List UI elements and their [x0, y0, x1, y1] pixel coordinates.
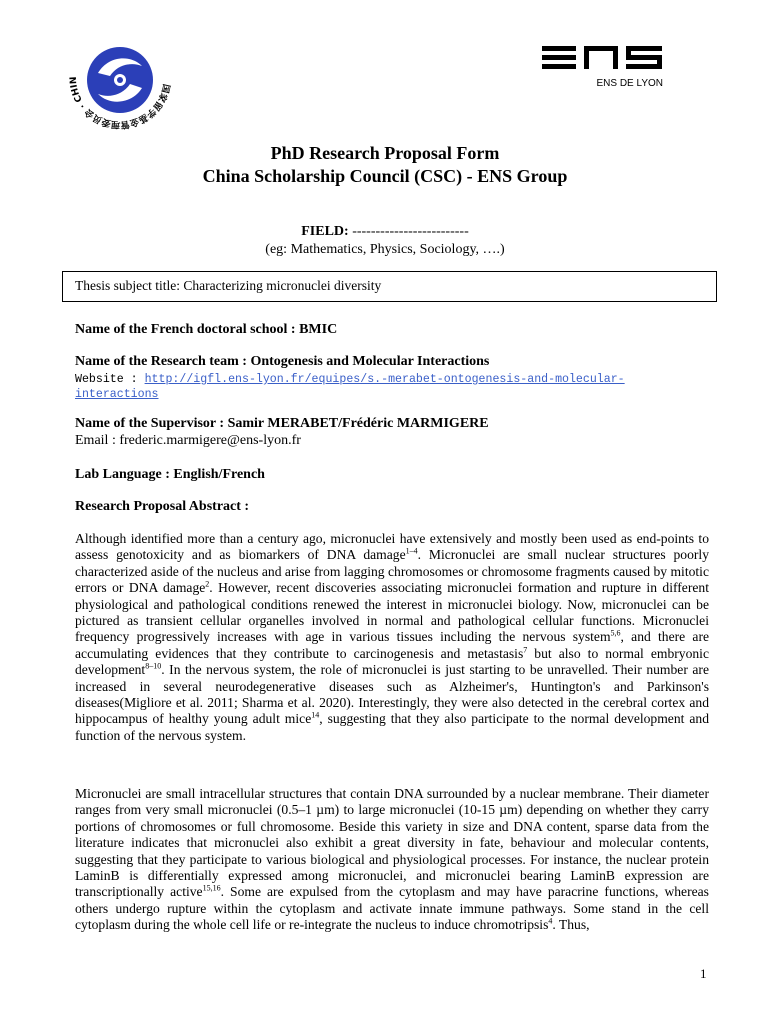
- citation: 4: [548, 916, 553, 926]
- abstract-text: . However, recent discoveries associating micronuclei formation and rupture in different physiological and pathological conditions renewed the interest in micronuclei biology. Now, micronuclei can be pictured as transient cellular organelles involved in normal and pathological cellular functions. Micronuclei frequency progressively increases with age in various tissues including the nervous system: [75, 580, 709, 645]
- research-team: [75, 353, 715, 402]
- abstract-heading: Research Proposal Abstract :: [75, 499, 250, 514]
- abstract-text: but also to normal embryonic development: [75, 645, 709, 678]
- ens-logo: [540, 44, 665, 89]
- research-team-label: Name of the Research team :: [75, 354, 251, 369]
- research-team-value: Ontogenesis and Molecular Interactions: [250, 354, 490, 369]
- doctoral-school-value: BMIC: [299, 322, 338, 337]
- citation: 15,16: [202, 883, 221, 893]
- abstract-text: Micronuclei are small intracellular structures that contain DNA surrounded by a nuclear membrane. Their diameter ranges from very small micronuclei (0.5–1 µm) to large micronuclei (10-15 µm) depending on whether they carry portions of chromosomes or full chromosome. Beside this variety in size and DNA content, sparse data from the literature indicates that micronuclei also exhibit a great diversity in fate, behaviour and molecular contents, suggesting that they participate to various biological and physiological processes. For instance, the nuclear protein LaminB is differentially expressed among micronuclei, and micronuclei bearing LaminB expression are transcriptionally active: [75, 786, 709, 900]
- website-link-cont[interactable]: interactions: [75, 388, 159, 401]
- citation: 2: [205, 579, 210, 589]
- website-link[interactable]: http://igfl.ens-lyon.fr/equipes/s.-merabet-ontogenesis-and-molecular-: [144, 373, 625, 386]
- page-number: 1: [700, 966, 707, 981]
- citation: 7: [523, 645, 528, 655]
- email-label: Email: [75, 433, 109, 448]
- thesis-title: Thesis subject title: Characterizing micronuclei diversity: [75, 278, 382, 293]
- citation: 5,6: [610, 628, 621, 638]
- abstract-text: . Thus,: [552, 917, 590, 933]
- page-subtitle: China Scholarship Council (CSC) - ENS Group: [202, 166, 568, 186]
- thesis-title-box: [62, 271, 717, 302]
- lab-language: [75, 466, 715, 483]
- abstract-text: . In the nervous system, the role of micronuclei is just starting to be unravelled. Their number are increased in several neurodegenerative diseases such as Alzheimer's, Huntington's and Parkinson's diseases(Migliore et al. 2011; Sharma et al. 2020). Interestingly, they were also detected in the cerebral cortex and hippocampus of healthy young adult mice: [75, 662, 709, 727]
- lab-language-label: Lab Language :: [75, 467, 174, 482]
- abstract-text: . Micronuclei are small nuclear structures poorly characterized aside of the nucleus and arise from lagging chromosomes or chromosome fragments caused by mitotic errors or DNA damage: [75, 547, 709, 596]
- supervisor-value: Samir MERABET/Frédéric MARMIGERE: [227, 416, 489, 431]
- page-title: PhD Research Proposal Form: [270, 143, 500, 163]
- field-example: (eg: Mathematics, Physics, Sociology, ….): [265, 242, 505, 257]
- csc-logo-text: 国家留学基金管理委员会 · CHIN: [68, 76, 171, 130]
- field-value: -------------------------: [348, 224, 469, 239]
- abstract-heading-wrap: [75, 498, 715, 515]
- lab-language-value: English/French: [173, 467, 265, 482]
- abstract-paragraph-2: [75, 786, 709, 934]
- website-label: Website :: [75, 373, 145, 386]
- csc-logo: [60, 18, 180, 138]
- doctoral-school: [75, 321, 715, 338]
- ens-caption: ENS DE LYON: [596, 78, 663, 89]
- abstract-text: , suggesting that they also participate to the normal development and function of the nervous system.: [75, 711, 709, 743]
- abstract-text: . Some are expulsed from the cytoplasm and may have paracrine functions, whereas others undergo rupture within the cytoplasm and activate innate immune pathways. Some stand in the cell cytoplasm during the whole cell life or re-integrate the nucleus to induce chromotripsis: [75, 884, 709, 933]
- supervisor-label: Name of the Supervisor :: [75, 416, 228, 431]
- supervisor: [75, 415, 715, 449]
- citation: 14: [311, 710, 320, 720]
- doctoral-school-label: Name of the French doctoral school :: [75, 322, 300, 337]
- citation: 8–10: [145, 661, 162, 671]
- abstract-text: , and there are accumulating evidences that they contribute to carcinogenesis and metastasis: [75, 629, 709, 661]
- field-section: [0, 223, 770, 259]
- email-value: : frederic.marmigere@ens-lyon.fr: [108, 433, 301, 448]
- abstract-text: Although identified more than a century ago, micronuclei have extensively and mostly been used as end-points to assess genotoxicity and as biomarkers of DNA damage: [75, 531, 709, 563]
- abstract-paragraph-1: [75, 531, 709, 744]
- citation: 1–4: [405, 546, 418, 556]
- field-label: FIELD:: [301, 224, 349, 239]
